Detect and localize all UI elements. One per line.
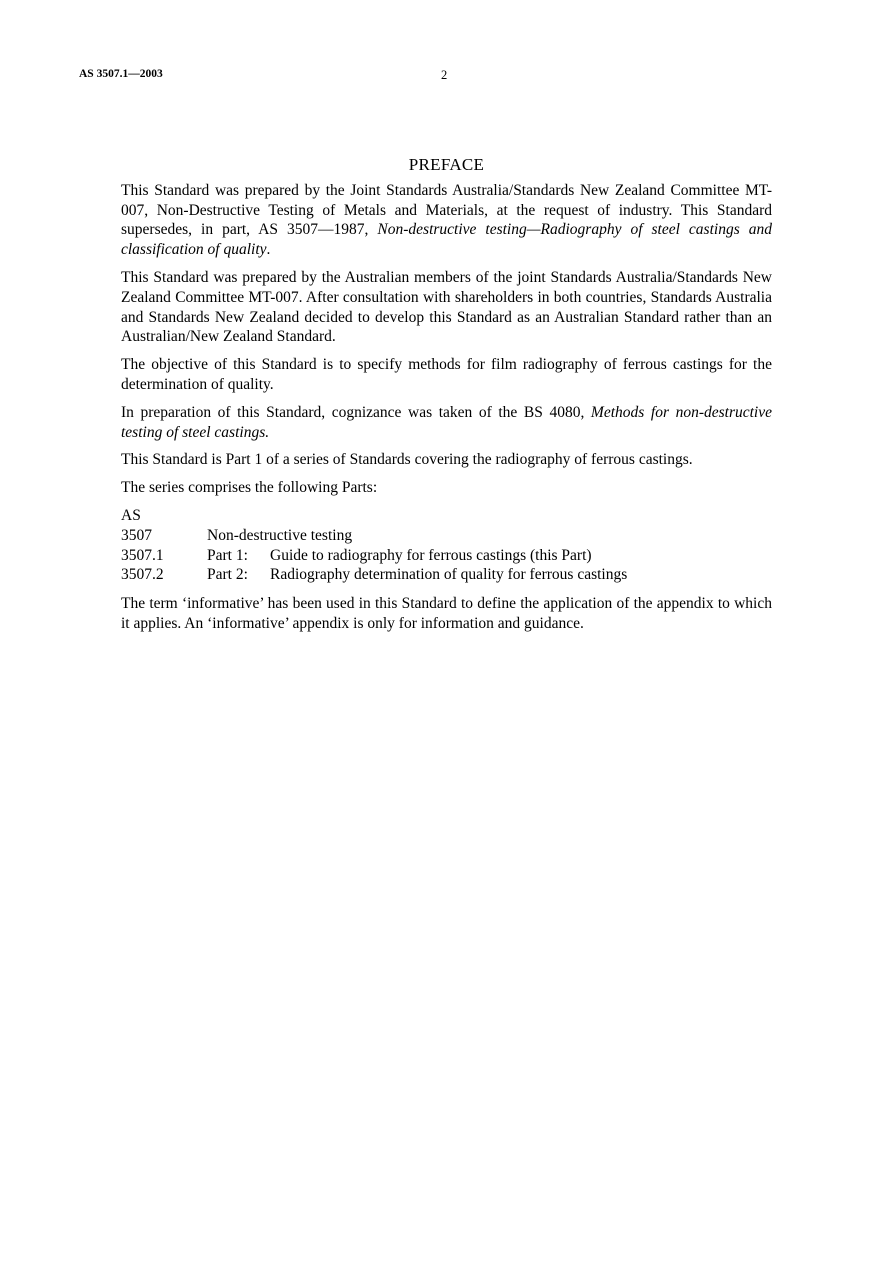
parts-list-row — [121, 526, 627, 546]
part-title: Guide to radiography for ferrous castings (this Part) — [270, 546, 592, 564]
page-number: 2 — [441, 68, 448, 82]
document-code: AS 3507.1—2003 — [79, 68, 163, 80]
preface-paragraph-5: This Standard is Part 1 of a series of Standards covering the radiography of ferrous castings. — [121, 451, 693, 469]
preface-section — [121, 155, 772, 642]
preface-paragraph-3: The objective of this Standard is to specify methods for film radiography of ferrous castings for the determination of quality. — [121, 356, 772, 393]
parts-list-row — [121, 565, 627, 585]
superseded-standard-title: Non-destructive testing—Radiography of steel castings and classification of quality — [121, 221, 772, 259]
part-title: Non-destructive testing — [207, 526, 353, 544]
paragraph-1-end: . — [266, 241, 271, 259]
preface-paragraph-4 — [121, 403, 772, 443]
referenced-standard-title: Methods for non-destructive testing of steel castings. — [121, 403, 772, 441]
paragraph-1-text: This Standard was prepared by the Joint Standards Australia/Standards New Zealand Committee MT-007, Non-Destructive Testing of Metals and Materials, at the request of industry. This Standard supersedes, in part, AS 3507—1987, — [121, 181, 772, 239]
part-number: 3507 — [121, 526, 152, 544]
paragraph-4-text: In preparation of this Standard, cognizance was taken of the BS 4080, — [121, 403, 591, 421]
part-label: Part 1: — [207, 546, 248, 564]
preface-title: PREFACE — [408, 155, 485, 174]
preface-paragraph-1 — [121, 181, 772, 260]
parts-list-row — [121, 546, 627, 566]
part-number: 3507.2 — [121, 566, 164, 584]
parts-list-header: AS — [121, 506, 141, 524]
preface-paragraph-6: The series comprises the following Parts: — [121, 479, 378, 497]
part-label: Part 2: — [207, 566, 248, 584]
part-title: Radiography determination of quality for ferrous castings — [270, 566, 628, 584]
preface-paragraph-2: This Standard was prepared by the Australian members of the joint Standards Australia/Standards New Zealand Committee MT-007. After consultation with shareholders in both countries, Standards Australia and Standards New Zealand decided to develop this Standard as an Australian Standard rather than an Australian/New Zealand Standard. — [121, 268, 772, 346]
parts-list — [121, 506, 627, 585]
part-number: 3507.1 — [121, 546, 164, 564]
preface-paragraph-7: The term ‘informative’ has been used in this Standard to define the application of the appendix to which it applies. An ‘informative’ appendix is only for information and guidance. — [121, 595, 772, 632]
parts-list-header-row — [121, 506, 627, 526]
